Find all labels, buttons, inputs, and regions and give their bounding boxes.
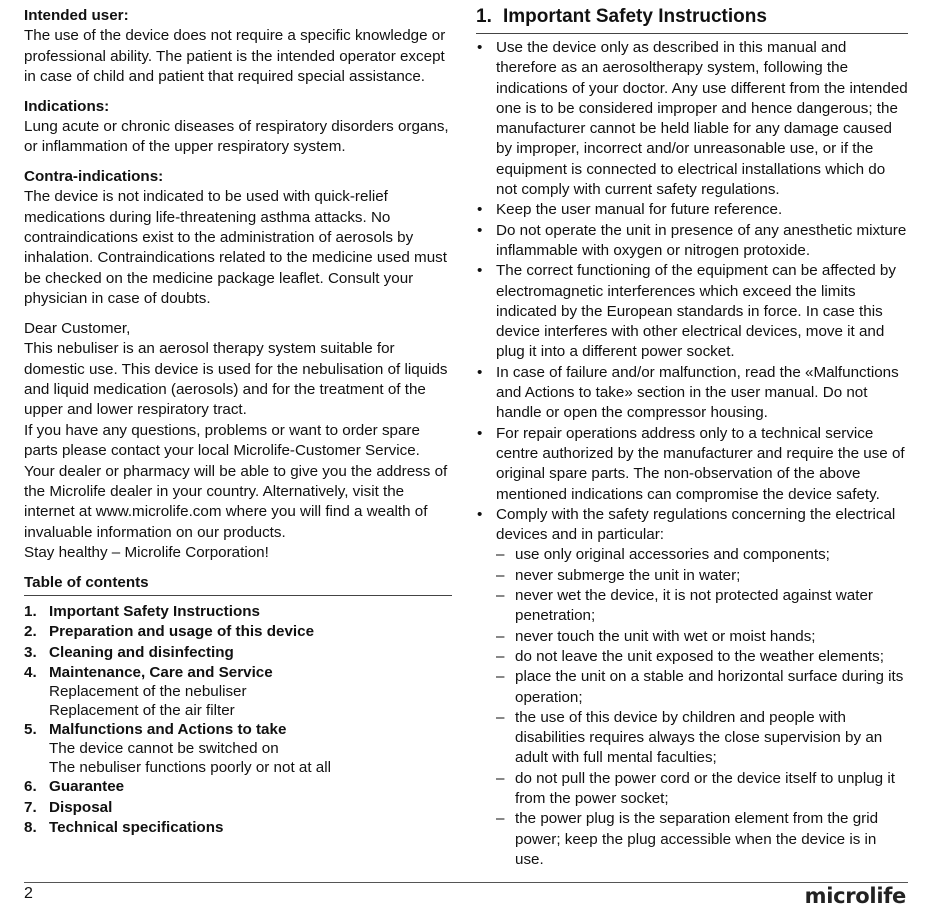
right-column: [476, 5, 908, 870]
safety-bullet: [476, 221, 908, 262]
dash-icon: –: [496, 647, 505, 665]
toc-item-7[interactable]: [24, 798, 452, 818]
safety-bullet-text: For repair operations address only to a technical service centre authorized by the manufacturer and require the use of original spare parts. The non-observation of the above mentioned indications can compromise the device safety.: [496, 424, 905, 503]
dash-icon: –: [496, 769, 505, 787]
toc-number: 2.: [24, 623, 37, 641]
safety-dash-item: [496, 769, 908, 810]
safety-dash-item: [496, 708, 908, 769]
left-column: [24, 6, 452, 838]
dash-icon: –: [496, 708, 505, 726]
toc-number: 3.: [24, 643, 37, 661]
safety-dash-text: do not pull the power cord or the device itself to unplug it from the power socket;: [515, 769, 895, 807]
dash-icon: –: [496, 810, 505, 828]
toc-label: Maintenance, Care and Service: [49, 663, 273, 681]
safety-bullet-text: Use the device only as described in this manual and therefore as an aerosoltherapy system, following the indications of your doctor. Any use different from the intended one is to be considered improper and hence dangerous; the manufacturer cannot be held liable for any damage caused by improper, incorrect and/or unreasonable use, or if the equipment is connected to electrical installations which do not comply with current safety regulations.: [496, 39, 908, 199]
toc-title: Table of contents: [24, 573, 452, 596]
section-heading-indications: Indications:: [24, 97, 110, 115]
letter-salutation: Dear Customer,: [24, 319, 131, 337]
toc-label: Important Safety Instructions: [49, 602, 260, 620]
section-heading-contra-indications: Contra-indications:: [24, 167, 164, 185]
toc-item-3[interactable]: [24, 643, 452, 663]
toc-number: 5.: [24, 721, 37, 739]
safety-bullet-text: The correct functioning of the equipment can be affected by electromagnetic interferences which exceed the limits indicated by the European standards in force. In case this device interferes with other electrical devices, move it and plug it into a different power socket.: [496, 262, 896, 361]
footer-divider: [24, 882, 908, 883]
dash-icon: –: [496, 566, 505, 584]
safety-dash-item: [496, 586, 908, 627]
page-number: 2: [24, 885, 33, 902]
letter-paragraph-1: This nebuliser is an aerosol therapy system suitable for domestic use. This device is used for the nebulisation of liquids and liquid medication (aerosols) and for the treatment of the upper and lower respiratory tract.: [24, 340, 448, 419]
toc-subitem-nebuliser-poor[interactable]: The nebuliser functions poorly or not at all: [49, 758, 331, 776]
safety-dash-item: [496, 545, 908, 565]
dash-icon: –: [496, 627, 505, 645]
safety-dash-item: [496, 566, 908, 586]
bullet-icon: •: [477, 201, 483, 219]
section-text-indications: Lung acute or chronic diseases of respiratory disorders organs, or inflammation of the upper respiratory system.: [24, 118, 449, 156]
safety-bullet-text: Keep the user manual for future reference.: [496, 201, 783, 219]
toc-label: Preparation and usage of this device: [49, 623, 315, 641]
toc-label: Guarantee: [49, 778, 125, 796]
toc-number: 7.: [24, 798, 37, 816]
safety-heading-title: Important Safety Instructions: [503, 6, 767, 27]
safety-bullet: [476, 505, 908, 870]
toc-number: 1.: [24, 602, 37, 620]
toc-label: Malfunctions and Actions to take: [49, 721, 287, 739]
dash-icon: –: [496, 587, 505, 605]
safety-dash-text: never wet the device, it is not protected against water penetration;: [515, 587, 873, 625]
safety-bullet: [476, 261, 908, 362]
safety-heading: [476, 5, 908, 34]
safety-bullet-text: In case of failure and/or malfunction, read the «Malfunctions and Actions to take» section in the user manual. Do not handle or open the compressor housing.: [496, 363, 899, 422]
toc-number: 8.: [24, 819, 37, 837]
safety-bullet: [476, 200, 908, 220]
safety-bullet-text: Do not operate the unit in presence of any anesthetic mixture inflammable with oxygen or nitrogen protoxide.: [496, 221, 907, 259]
toc-item-1[interactable]: [24, 602, 452, 622]
bullet-icon: •: [477, 363, 483, 381]
section-text-intended-user: The use of the device does not require a specific knowledge or professional ability. The patient is the intended operator except in case of child and patient that required special assistance.: [24, 27, 446, 86]
toc-item-8[interactable]: [24, 818, 452, 838]
letter-paragraph-2: If you have any questions, problems or want to order spare parts please contact your local Microlife-Customer Service. Your dealer or pharmacy will be able to give you the address of the Microlife dealer in your country. Alternatively, visit the internet at www.microlife.com where you will find a wealth of invaluable information on our products.: [24, 421, 448, 541]
safety-bullet: [476, 424, 908, 505]
safety-dash-text: place the unit on a stable and horizontal surface during its operation;: [515, 668, 904, 706]
toc-subitem-air-filter[interactable]: Replacement of the air filter: [49, 701, 235, 719]
safety-dash-text: the power plug is the separation element from the grid power; keep the plug accessible when the device is in use.: [515, 810, 879, 868]
microlife-logo: microlife: [804, 884, 906, 908]
bullet-icon: •: [477, 221, 483, 239]
toc-item-4[interactable]: [24, 663, 452, 683]
safety-dash-text: do not leave the unit exposed to the weather elements;: [515, 647, 884, 665]
table-of-contents: [24, 602, 452, 838]
section-heading-intended-user: Intended user:: [24, 7, 129, 24]
toc-number: 6.: [24, 778, 37, 796]
safety-heading-number: 1.: [476, 6, 492, 27]
toc-label: Disposal: [49, 798, 113, 816]
safety-dash-text: never submerge the unit in water;: [515, 566, 741, 584]
safety-dash-item: [496, 667, 908, 708]
toc-number: 4.: [24, 663, 37, 681]
safety-dash-item: [496, 647, 908, 667]
toc-item-2[interactable]: [24, 622, 452, 642]
bullet-icon: •: [477, 39, 483, 56]
toc-item-5[interactable]: [24, 720, 452, 740]
dash-icon: –: [496, 668, 505, 686]
safety-bullet-text: Comply with the safety regulations concerning the electrical devices and in particular:: [496, 505, 896, 544]
safety-dash-item: [496, 627, 908, 647]
dash-icon: –: [496, 546, 505, 564]
safety-dash-item: [496, 809, 908, 870]
safety-dash-text: never touch the unit with wet or moist hands;: [515, 627, 816, 645]
toc-label: Technical specifications: [49, 819, 224, 837]
toc-subitem-cannot-switch-on[interactable]: The device cannot be switched on: [49, 740, 279, 758]
section-text-contra-indications: The device is not indicated to be used with quick-relief medications during life-threatening asthma attacks. No contraindications exist to the administration of aerosols by inhalation. Contraindications related to the medicine used must be checked on the medicine package leaflet. Consult your physician in case of doubts.: [24, 188, 447, 308]
safety-dash-text: the use of this device by children and people with disabilities requires always the close supervision by an adult with full mental faculties;: [515, 708, 883, 767]
bullet-icon: •: [477, 505, 483, 523]
toc-item-6[interactable]: [24, 777, 452, 797]
bullet-icon: •: [477, 424, 483, 442]
safety-bullet: [476, 363, 908, 424]
toc-label: Cleaning and disinfecting: [49, 643, 234, 661]
safety-dash-text: use only original accessories and components;: [515, 546, 830, 564]
safety-dash-list: [496, 545, 908, 870]
safety-bullet-list: [476, 38, 908, 870]
toc-subitem-nebuliser[interactable]: Replacement of the nebuliser: [49, 683, 247, 701]
bullet-icon: •: [477, 262, 483, 280]
letter-signoff: Stay healthy – Microlife Corporation!: [24, 544, 269, 562]
safety-bullet: [476, 38, 908, 200]
